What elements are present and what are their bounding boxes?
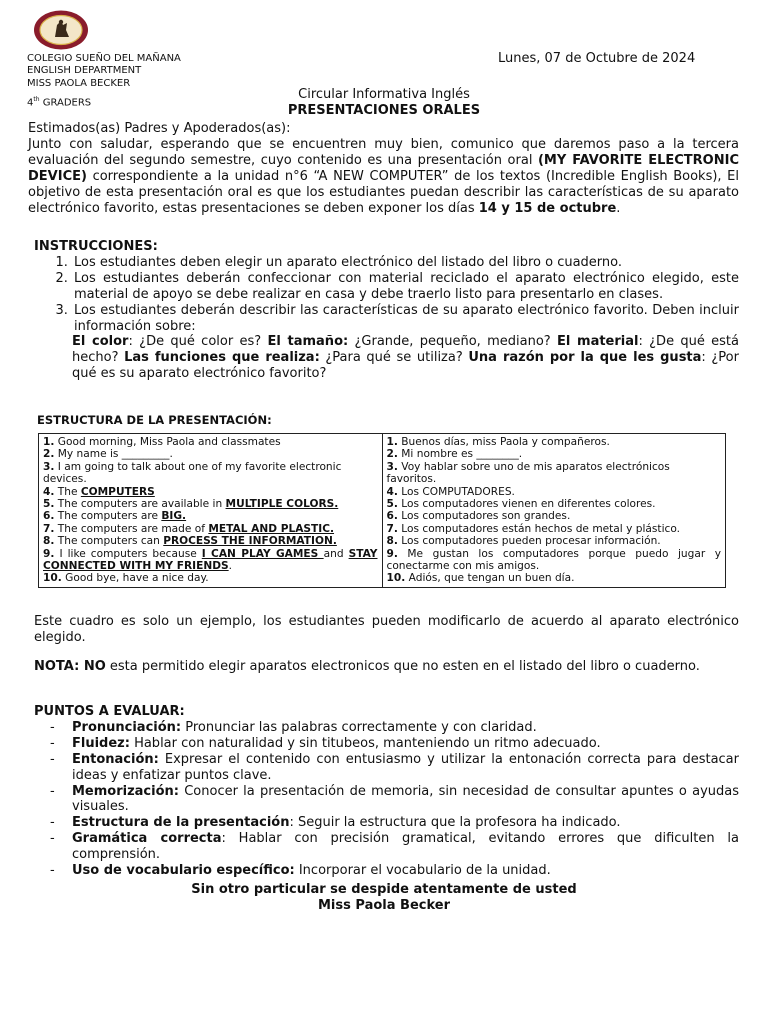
instructions-heading: INSTRUCCIONES: bbox=[34, 239, 158, 254]
list-item: - Entonación: Expresar el contenido con entusiasmo y utilizar la entonación correcta para destacar ideas y enfatizar puntos clave. bbox=[72, 752, 739, 784]
letter-title: Circular Informativa Inglés bbox=[298, 87, 470, 102]
closing-line: Sin otro particular se despide atentamente de usted bbox=[191, 882, 577, 897]
list-item: - Pronunciación: Pronunciar las palabras correctamente y con claridad. bbox=[72, 720, 739, 736]
list-item: 3. Los estudiantes deberán describir las características de su aparato electrónico favorito. Deben incluir información sobre: bbox=[72, 303, 739, 335]
table-note: Este cuadro es solo un ejemplo, los estudiantes pueden modificarlo de acuerdo al aparato electrónico elegido. bbox=[34, 614, 739, 645]
department: ENGLISH DEPARTMENT bbox=[27, 65, 142, 77]
teacher-name: MISS PAOLA BECKER bbox=[27, 77, 131, 89]
signature-name: Miss Paola Becker bbox=[318, 898, 450, 913]
letter-subtitle: PRESENTACIONES ORALES bbox=[287, 103, 481, 118]
spanish-column: 1. Buenos días, miss Paola y compañeros. 2. Mi nombre es ________. 3. Voy hablar sobre uno de mis aparatos electrónicos favoritos. 4. Los COMPUTADORES. 5. Los computadores vienen en diferentes colores. 6. Los computadores son grandes. 7. Los computadores están hechos de metal y plástico. 8. Los computadores pueden procesar información. 9. Me gustan los computadores porque puedo jugar y conectarme con mis amigos. 10. Adiós, que tengan un buen día. bbox=[382, 434, 726, 588]
evaluation-heading: PUNTOS A EVALUAR: bbox=[34, 704, 185, 719]
list-item: - Memorización: Conocer la presentación de memoria, sin necesidad de consultar apuntes o ayudas visuales. bbox=[72, 784, 739, 816]
greeting: Estimados(as) Padres y Apoderados(as): bbox=[28, 121, 291, 136]
list-item: 2. Los estudiantes deberán confeccionar con material reciclado el aparato electrónico elegido, este material de apoyo se debe realizar en casa y debe traerlo listo para presentarlo en clases. bbox=[72, 271, 739, 303]
english-column: 1. Good morning, Miss Paola and classmates 2. My name is _________. 3. I am going to talk about one of my favorite electronic devices. 4. The COMPUTERS 5. The computers are available in MULTIPLE COLORS. 6. The computers are BIG. 7. The computers are made of METAL AND PLASTIC. 8. The computers can PROCESS THE INFORMATION. 9. I like computers because I CAN PLAY GAMES and STAY CONNECTED WITH MY FRIENDS. 10. Good bye, have a nice day. bbox=[39, 434, 383, 588]
evaluation-list bbox=[34, 720, 739, 879]
list-item: - Uso de vocabulario específico: Incorporar el vocabulario de la unidad. bbox=[72, 863, 739, 879]
list-item: - Gramática correcta: Hablar con precisión gramatical, evitando errores que dificulten la comprensión. bbox=[72, 831, 739, 863]
intro-paragraph: Junto con saludar, esperando que se encuentren muy bien, comunico que daremos paso a la tercera evaluación del segundo semestre, cuyo contenido es una presentación oral (MY FAVORITE ELECTRONIC DEVICE) correspondiente a la unidad n°6 “A NEW COMPUTER” de los textos (Incredible English Books), El objetivo de esta presentación oral es que los estudiantes puedan describir las características de su aparato electrónico favorito, estas presentaciones se deben exponer los días 14 y 15 de octubre. bbox=[28, 136, 739, 216]
grade: 4th GRADERS bbox=[27, 96, 92, 109]
instructions-section bbox=[34, 239, 739, 382]
letter-title-block bbox=[0, 87, 768, 119]
list-item: 1. Los estudiantes deben elegir un aparato electrónico del listado del libro o cuaderno. bbox=[72, 255, 739, 271]
school-name: COLEGIO SUEÑO DEL MAÑANA bbox=[27, 53, 181, 64]
evaluation-section bbox=[34, 704, 739, 879]
presentation-structure-table bbox=[38, 433, 726, 588]
instructions-list bbox=[34, 255, 739, 335]
letter-date: Lunes, 07 de Octubre de 2024 bbox=[498, 51, 696, 66]
instruction-details: El color: ¿De qué color es? El tamaño: ¿Grande, pequeño, mediano? El material: ¿De qué está hecho? Las funciones que realiza: ¿Para qué se utiliza? Una razón por la que les gusta: ¿Por qué es su aparato electrónico favorito? bbox=[72, 334, 739, 382]
structure-heading: ESTRUCTURA DE LA PRESENTACIÓN: bbox=[37, 413, 272, 427]
list-item: - Fluidez: Hablar con naturalidad y sin titubeos, manteniendo un ritmo adecuado. bbox=[72, 736, 739, 752]
closing-block bbox=[0, 882, 768, 914]
school-logo-icon bbox=[33, 10, 89, 50]
intro-section bbox=[28, 121, 739, 216]
list-item: - Estructura de la presentación: Seguir la estructura que la profesora ha indicado. bbox=[72, 815, 739, 831]
nota-paragraph: NOTA: NO esta permitido elegir aparatos electronicos que no esten en el listado del libro o cuaderno. bbox=[34, 659, 700, 674]
